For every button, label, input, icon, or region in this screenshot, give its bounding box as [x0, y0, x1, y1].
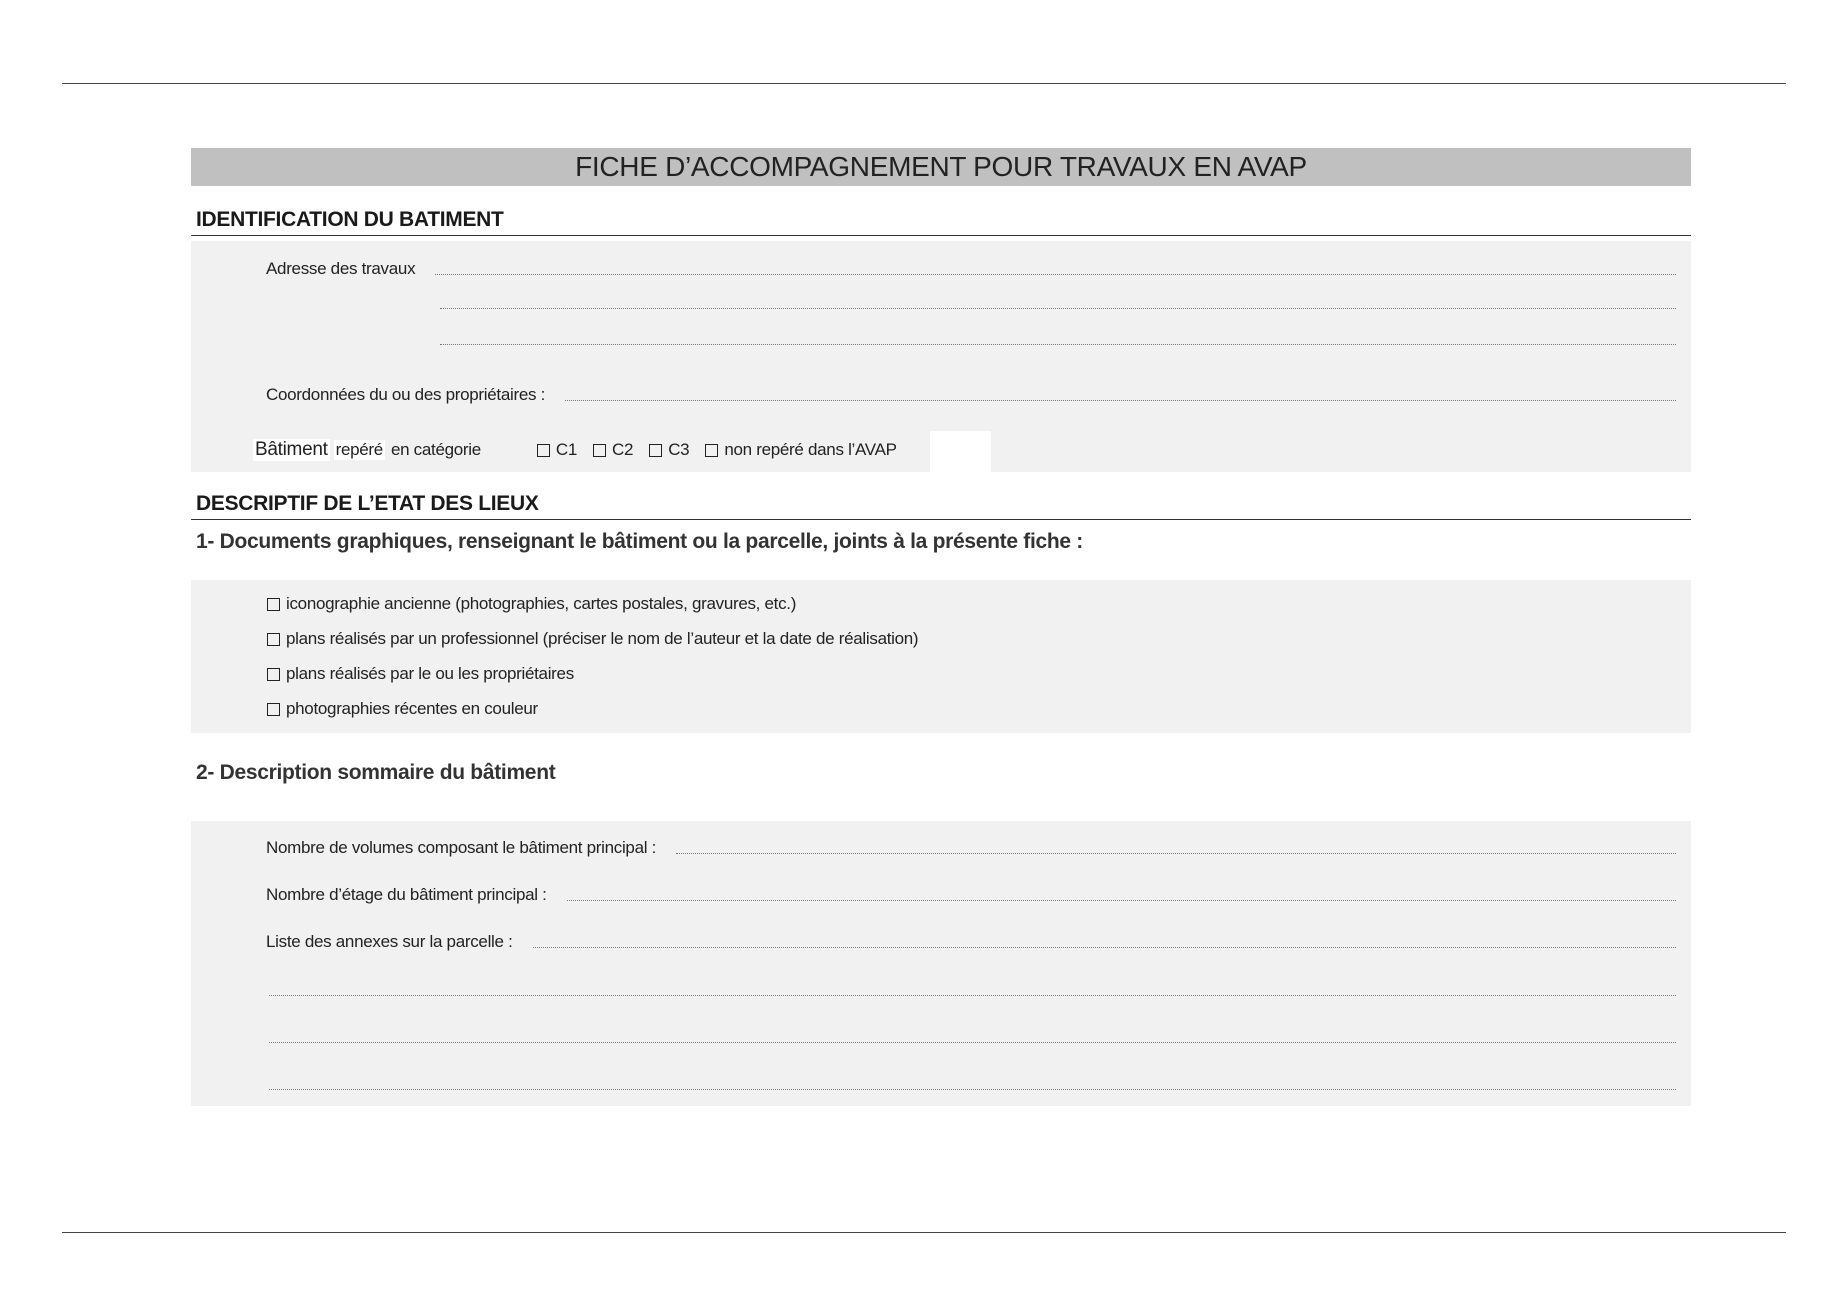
address-label: Adresse des travaux [266, 259, 416, 278]
category-label-en-categorie: en catégorie [390, 440, 481, 459]
category-option-c3[interactable]: C3 [649, 440, 689, 460]
checkbox-plans-owners[interactable] [267, 668, 280, 681]
annexes-line-1[interactable] [533, 947, 1676, 948]
address-line-3[interactable] [440, 344, 1676, 345]
checkbox-photos[interactable] [267, 703, 280, 716]
address-row[interactable] [266, 259, 1676, 279]
section1-title: 1- Documents graphiques, renseignant le bâtiment ou la parcelle, joints à la présente fiche : [196, 530, 1083, 553]
annexes-line-3[interactable] [269, 1042, 1676, 1043]
category-option-c2[interactable]: C2 [593, 440, 633, 460]
category-row [253, 439, 913, 461]
document-item-photos[interactable]: photographies récentes en couleur [267, 699, 538, 719]
floors-row[interactable] [266, 885, 1676, 905]
volumes-label: Nombre de volumes composant le bâtiment principal : [266, 838, 657, 857]
document-item-plans-owners[interactable]: plans réalisés par le ou les propriétaires [267, 664, 574, 684]
floors-label: Nombre d’étage du bâtiment principal : [266, 885, 547, 904]
annexes-row[interactable] [266, 932, 1676, 952]
form-title: FICHE D’ACCOMPAGNEMENT POUR TRAVAUX EN AVAP [191, 148, 1691, 186]
description-panel [191, 821, 1691, 1106]
checkbox-c2[interactable] [593, 444, 606, 457]
annexes-label: Liste des annexes sur la parcelle : [266, 932, 513, 951]
category-label-repere: repéré [335, 440, 383, 459]
annexes-line-4[interactable] [269, 1089, 1676, 1090]
annexes-line-2[interactable] [269, 995, 1676, 996]
category-option-c1[interactable]: C1 [537, 440, 577, 460]
address-line-2[interactable] [440, 308, 1676, 309]
floors-line[interactable] [567, 900, 1676, 901]
category-label-batiment: Bâtiment [255, 439, 328, 460]
address-line-1[interactable] [435, 274, 1676, 275]
section2-title: 2- Description sommaire du bâtiment [196, 761, 556, 784]
volumes-row[interactable] [266, 838, 1676, 858]
identification-heading: IDENTIFICATION DU BATIMENT [191, 208, 1691, 236]
checkbox-c3[interactable] [649, 444, 662, 457]
category-option-not-listed[interactable]: non repéré dans l’AVAP [705, 440, 896, 460]
owners-line[interactable] [565, 400, 1676, 401]
documents-panel [191, 580, 1691, 733]
bottom-rule [62, 1232, 1786, 1233]
volumes-line[interactable] [676, 853, 1676, 854]
blank-patch [930, 431, 991, 472]
checkbox-plans-pro[interactable] [267, 633, 280, 646]
top-rule [62, 83, 1786, 84]
identification-panel [191, 241, 1691, 472]
descriptif-heading: DESCRIPTIF DE L’ETAT DES LIEUX [191, 492, 1691, 520]
document-item-plans-pro[interactable]: plans réalisés par un professionnel (préciser le nom de l’auteur et la date de réalisation) [267, 629, 918, 649]
document-item-iconographie[interactable]: iconographie ancienne (photographies, cartes postales, gravures, etc.) [267, 594, 796, 614]
checkbox-iconographie[interactable] [267, 598, 280, 611]
checkbox-c1[interactable] [537, 444, 550, 457]
owners-row[interactable] [266, 385, 1676, 405]
owners-label: Coordonnées du ou des propriétaires : [266, 385, 546, 404]
checkbox-not-listed[interactable] [705, 444, 718, 457]
